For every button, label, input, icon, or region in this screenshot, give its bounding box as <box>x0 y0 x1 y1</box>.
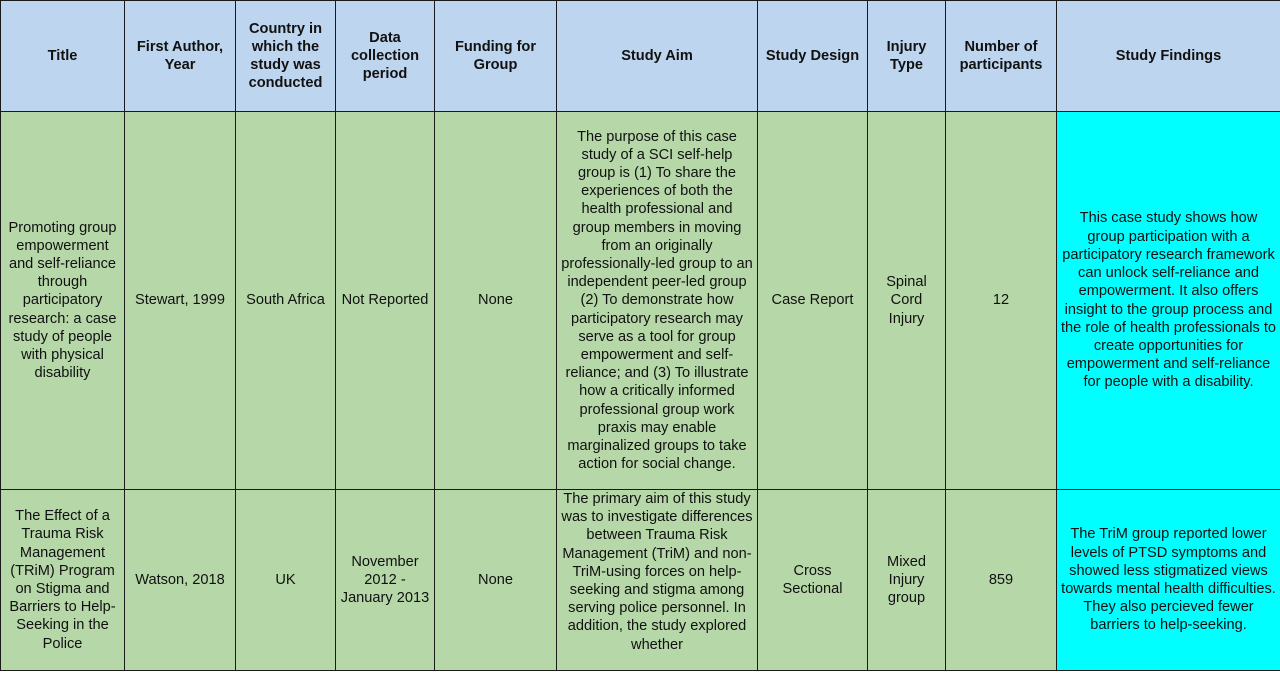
cell-participants: 859 <box>946 490 1057 671</box>
cell-title: Promoting group empowerment and self-reliance through participatory research: a case study of people with physical disability <box>1 112 125 490</box>
cell-funding: None <box>435 490 557 671</box>
cell-title: The Effect of a Trauma Risk Management (TRiM) Program on Stigma and Barriers to Help-Seeking in the Police <box>1 490 125 671</box>
header-row <box>1 1 1280 112</box>
header-period: Data collection period <box>336 1 435 112</box>
cell-author-year: Stewart, 1999 <box>125 112 236 490</box>
header-participants: Number of participants <box>946 1 1057 112</box>
cell-design: Cross Sectional <box>758 490 868 671</box>
header-injury: Injury Type <box>868 1 946 112</box>
header-author-year: First Author, Year <box>125 1 236 112</box>
header-title: Title <box>1 1 125 112</box>
cell-aim: The purpose of this case study of a SCI self-help group is (1) To share the experiences of both the health professional and group members in moving from an originally professionally-led group to an independent peer-led group (2) To demonstrate how participatory research may serve as a tool for group empowerment and self-reliance; and (3) To illustrate how a critically informed professional group work praxis may enable marginalized groups to take action for social change. <box>557 112 758 490</box>
cell-author-year: Watson, 2018 <box>125 490 236 671</box>
header-aim: Study Aim <box>557 1 758 112</box>
cell-findings: The TriM group reported lower levels of PTSD symptoms and showed less stigmatized views towards mental health difficulties. They also percieved fewer barriers to help-seeking. <box>1057 490 1280 671</box>
cell-design: Case Report <box>758 112 868 490</box>
cell-period: November 2012 - January 2013 <box>336 490 435 671</box>
cell-country: South Africa <box>236 112 336 490</box>
header-findings: Study Findings <box>1057 1 1280 112</box>
header-design: Study Design <box>758 1 868 112</box>
cell-period: Not Reported <box>336 112 435 490</box>
header-funding: Funding for Group <box>435 1 557 112</box>
cell-country: UK <box>236 490 336 671</box>
table-row <box>1 490 1280 671</box>
cell-findings: This case study shows how group participation with a participatory research framework can unlock self-reliance and empowerment. It also offers insight to the group process and the role of health professionals to create opportunities for empowerment and self-reliance for people with a disability. <box>1057 112 1280 490</box>
cell-injury: Mixed Injury group <box>868 490 946 671</box>
cell-injury: Spinal Cord Injury <box>868 112 946 490</box>
cell-funding: None <box>435 112 557 490</box>
cell-aim <box>557 490 758 671</box>
table-row <box>1 112 1280 490</box>
cell-participants: 12 <box>946 112 1057 490</box>
cell-aim-text: The primary aim of this study was to investigate differences between Trauma Risk Management (TriM) and non-TriM-using forces on help-seeking and stigma among serving police personnel. In addition, the study explored whether <box>561 491 753 653</box>
header-country: Country in which the study was conducted <box>236 1 336 112</box>
